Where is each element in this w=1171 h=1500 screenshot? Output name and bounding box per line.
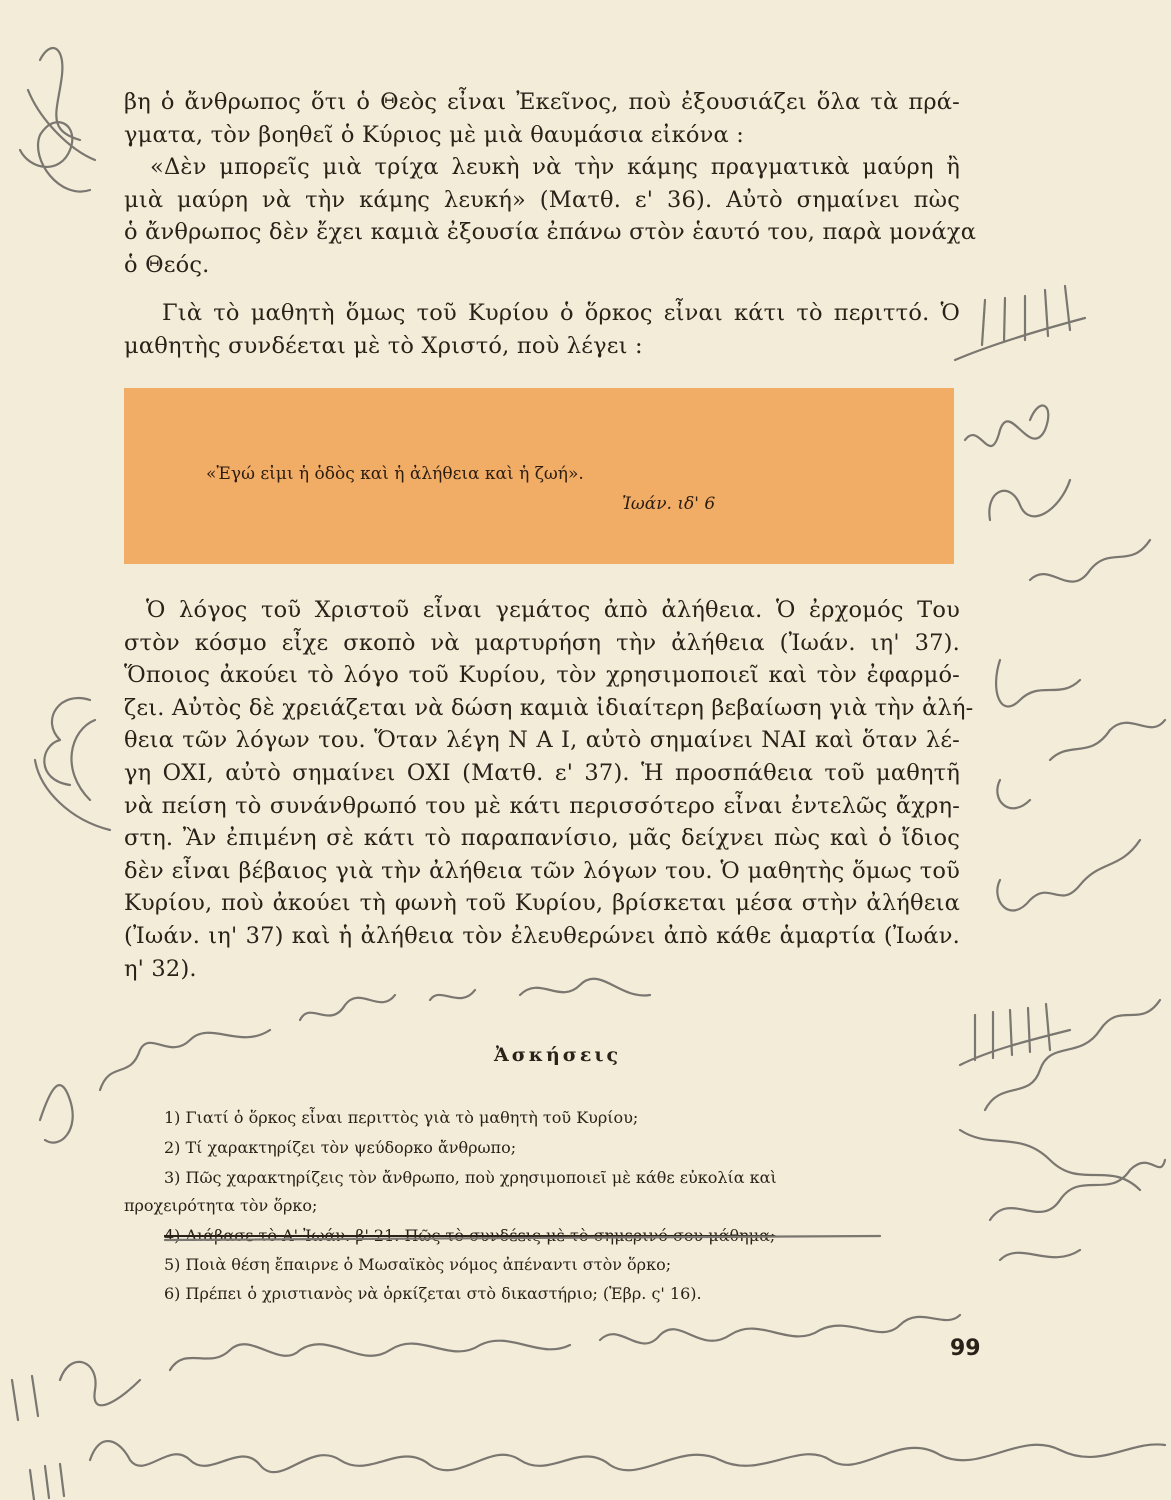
text-line: δὲν εἶναι βέβαιος γιὰ τὴν ἀλήθεια τῶν λόγων του. Ὁ μαθητὴς ὅμως τοῦ xyxy=(124,857,960,884)
strike-through-ex4 xyxy=(165,1236,880,1240)
text-line: Γιὰ τὸ μαθητὴ ὅμως τοῦ Κυρίου ὁ ὅρκος εἶναι κάτι τὸ περιττό. Ὁ xyxy=(162,300,960,326)
scribble-after-paragraph xyxy=(300,979,650,1020)
text-line: ὁ Θεός. xyxy=(124,251,210,278)
bible-quote: «Ἐγώ εἰμι ἡ ὁδὸς καὶ ἡ ἀλήθεια καὶ ἡ ζωή». xyxy=(206,464,584,484)
bottom-scribble-line-1 xyxy=(12,1315,960,1420)
bottom-scribble-line-2 xyxy=(30,1441,1165,1500)
text-line: Ὁ λόγος τοῦ Χριστοῦ εἶναι γεμάτος ἀπὸ ἀλήθεια. Ὁ ἐρχομός Του xyxy=(146,597,960,623)
exercises-heading: Ἀσκήσεις xyxy=(494,1044,622,1066)
text-line: «Δὲν μπορεῖς μιὰ τρίχα λευκὴ νὰ τὴν κάμης πραγματικὰ μαύρη ἢ xyxy=(150,154,960,181)
tally-marks-2 xyxy=(960,1004,1070,1065)
quote-reference: Ἰωάν. ιδ' 6 xyxy=(622,494,716,514)
text-line: (Ἰωάν. ιη' 37) καὶ ἡ ἀλήθεια τὸν ἐλευθερώνει ἀπὸ κάθε ἁμαρτία (Ἰωάν. xyxy=(124,922,960,949)
margin-scribble-right-4 xyxy=(960,1000,1160,1190)
scribble-left-exercises xyxy=(40,1030,270,1143)
text-line: η' 32). xyxy=(124,955,197,982)
margin-scribble-top-left xyxy=(20,48,95,192)
text-line: ζει. Αὐτὸς δὲ χρειάζεται νὰ δώση καμιὰ ἰδιαίτερη βεβαίωση γιὰ τὴν ἀλή- xyxy=(124,694,974,721)
text-line: στη. Ἂν ἐπιμένη σὲ κάτι τὸ παραπανίσιο, μᾶς δείχνει πὼς καὶ ὁ ἴδιος xyxy=(124,825,960,852)
exercise-item: 2) Τί χαρακτηρίζει τὸν ψεύδορκο ἄνθρωπο; xyxy=(164,1138,517,1157)
exercise-item: 1) Γιατί ὁ ὅρκος εἶναι περιττὸς γιὰ τὸ μαθητὴ τοῦ Κυρίου; xyxy=(164,1108,639,1127)
exercise-item: 6) Πρέπει ὁ χριστιανὸς νὰ ὁρκίζεται στὸ δικαστήριο; (Ἑβρ. ς' 16). xyxy=(164,1284,702,1303)
text-line: μαθητὴς συνδέεται μὲ τὸ Χριστό, ποὺ λέγει : xyxy=(124,332,643,359)
text-line: νὰ πείση τὸ συνάνθρωπό του μὲ κάτι περισσότερο εἶναι ἐντελῶς ἄχρη- xyxy=(124,792,960,819)
text-line: βη ὁ ἄνθρωπος ὅτι ὁ Θεὸς εἶναι Ἐκεῖνος, ποὺ ἐξουσιάζει ὅλα τὰ πρά- xyxy=(124,89,960,115)
text-line: Ὅποιος ἀκούει τὸ λόγο τοῦ Κυρίου, τὸν χρησιμοποιεῖ καὶ τὸν ἐφαρμό- xyxy=(124,662,960,689)
text-line: Κυρίου, ποὺ ἀκούει τὴ φωνὴ τοῦ Κυρίου, βρίσκεται μέσα στὴν ἀλήθεια xyxy=(124,890,960,917)
text-line: γματα, τὸν βοηθεῖ ὁ Κύριος μὲ μιὰ θαυμάσια εἰκόνα : xyxy=(124,121,745,148)
text-line: στὸν κόσμο εἶχε σκοπὸ νὰ μαρτυρήση τὴν ἀλήθεια (Ἰωάν. ιη' 37). xyxy=(124,629,960,656)
text-line: γη ΟΧΙ, αὐτὸ σημαίνει ΟΧΙ (Ματθ. ε' 37). Ἡ προσπάθεια τοῦ μαθητῆ xyxy=(124,759,960,786)
margin-scribble-right-3 xyxy=(997,840,1140,910)
exercise-item: 3) Πῶς χαρακτηρίζεις τὸν ἄνθρωπο, ποὺ χρησιμοποιεῖ μὲ κάθε εὐκολία καὶ xyxy=(164,1168,777,1187)
text-line: μιὰ μαύρη νὰ τὴν κάμης λευκή» (Ματθ. ε' 36). Αὐτὸ σημαίνει πὼς xyxy=(124,186,960,213)
exercise-item-struck: 4) Διάβασε τὸ Α' Ἰωάν. β' 21. Πῶς τὸ συνδέεις μὲ τὸ σημερινό σου μάθημα; xyxy=(164,1226,776,1245)
margin-scribble-right-1 xyxy=(965,406,1150,582)
text-line: θεια τῶν λόγων του. Ὅταν λέγη Ν Α Ι, αὐτὸ σημαίνει ΝΑΙ καὶ ὅταν λέ- xyxy=(124,727,960,754)
page-number: 99 xyxy=(950,1336,981,1361)
text-line: ὁ ἄνθρωπος δὲν ἔχει καμιὰ ἐξουσία ἐπάνω στὸν ἑαυτό του, παρὰ μονάχα xyxy=(124,219,977,246)
margin-scribble-left xyxy=(35,698,110,830)
exercise-item-continuation: προχειρότητα τὸν ὅρκο; xyxy=(124,1196,318,1215)
margin-scribble-right-2 xyxy=(996,660,1165,808)
exercise-item: 5) Ποιὰ θέση ἔπαιρνε ὁ Μωσαϊκὸς νόμος ἀπέναντι στὸν ὅρκο; xyxy=(164,1255,672,1274)
tally-marks-1 xyxy=(955,286,1085,360)
